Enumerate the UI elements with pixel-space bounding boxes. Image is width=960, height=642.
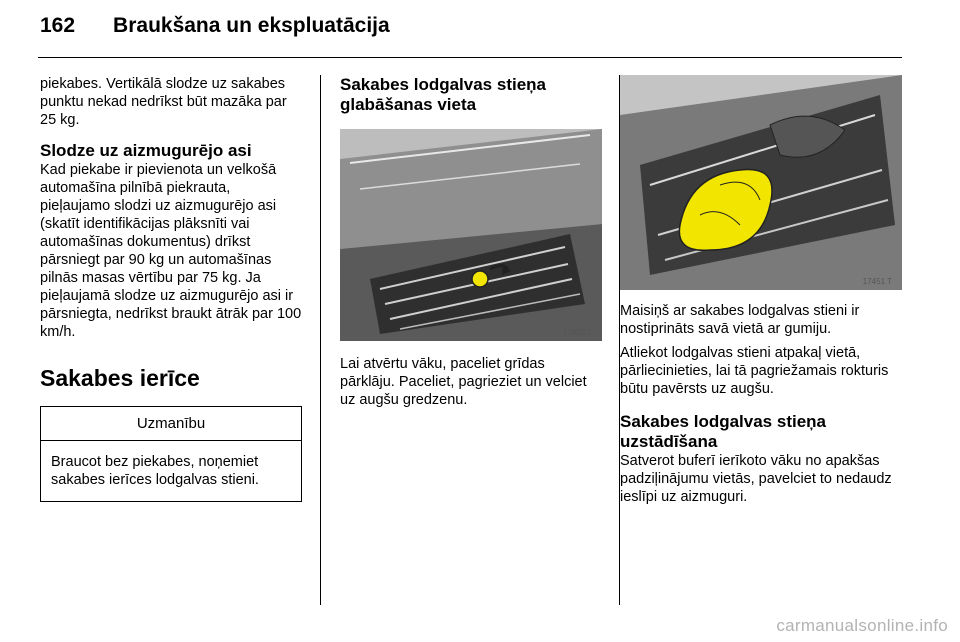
bag-figure: [620, 75, 902, 290]
page-header: [40, 14, 390, 38]
column-2: [340, 75, 602, 415]
bag-text: Maisiņš ar sakabes lodgalvas stieni ir nostiprināts savā vietā ar gumiju.: [620, 303, 860, 337]
warning-box: [40, 406, 302, 502]
storage-illustration: [340, 129, 602, 341]
installation-text: Satverot buferī ierīkoto vāku no apakšas padziļinājumu vietās, pavelciet to nedaudz ieslīpi uz aizmuguri.: [620, 453, 892, 505]
rear-axle-text: Kad piekabe ir pievienota un velkošā automašīna pilnībā piekrauta, pieļaujamo slodzi uz aizmugurējo asi (skatīt identifikācijas plāksnīti vai automašīnas dokumentus) drīkst pārsniegt par 90 kg un automašīnas pilnās masas vērtību par 75 kg. Ja pieļaujamā slodze uz aizmugurējo asi ir pārsniegta, nedrīkst braukt ātrāk par 100 km/h.: [40, 162, 302, 340]
column-1: [40, 75, 302, 502]
column-divider-1: [320, 75, 321, 605]
intro-text: piekabes. Vertikālā slodze uz sakabes punktu nekad nedrīkst būt mazāka par 25 kg.: [40, 76, 287, 128]
section-heading-installation: Sakabes lodgalvas stieņa uzstādīšana: [620, 412, 826, 451]
page-number: 162: [40, 14, 76, 37]
figure-code: 17451 T: [862, 277, 892, 286]
storage-figure: [340, 129, 602, 341]
header-rule: [38, 57, 902, 58]
section-heading-towing-device: Sakabes ierīce: [40, 365, 200, 391]
column-3: [620, 75, 906, 512]
warning-title: Uzmanību: [41, 407, 301, 441]
figure-code: 17452 T: [562, 328, 592, 337]
bag-illustration: [620, 75, 902, 290]
storage-caption: Lai atvērtu vāku, paceliet grīdas pārklāju. Paceliet, pagrieziet un velciet uz augšu gredzenu.: [340, 356, 587, 408]
section-heading-rear-axle: Slodze uz aizmugurējo asi: [40, 141, 252, 160]
warning-text: Braucot bez piekabes, noņemiet sakabes ierīces lodgalvas stieni.: [51, 454, 259, 488]
section-heading-storage: Sakabes lodgalvas stieņa glabāšanas vieta: [340, 75, 546, 114]
reinsert-text: Atliekot lodgalvas stieni atpakaļ vietā, pārliecinieties, lai tā pagriežamais rokturis būtu pavērsts uz augšu.: [620, 345, 889, 397]
watermark-text: carmanualsonline.info: [776, 616, 948, 635]
page-title: Braukšana un ekspluatācija: [113, 14, 390, 37]
